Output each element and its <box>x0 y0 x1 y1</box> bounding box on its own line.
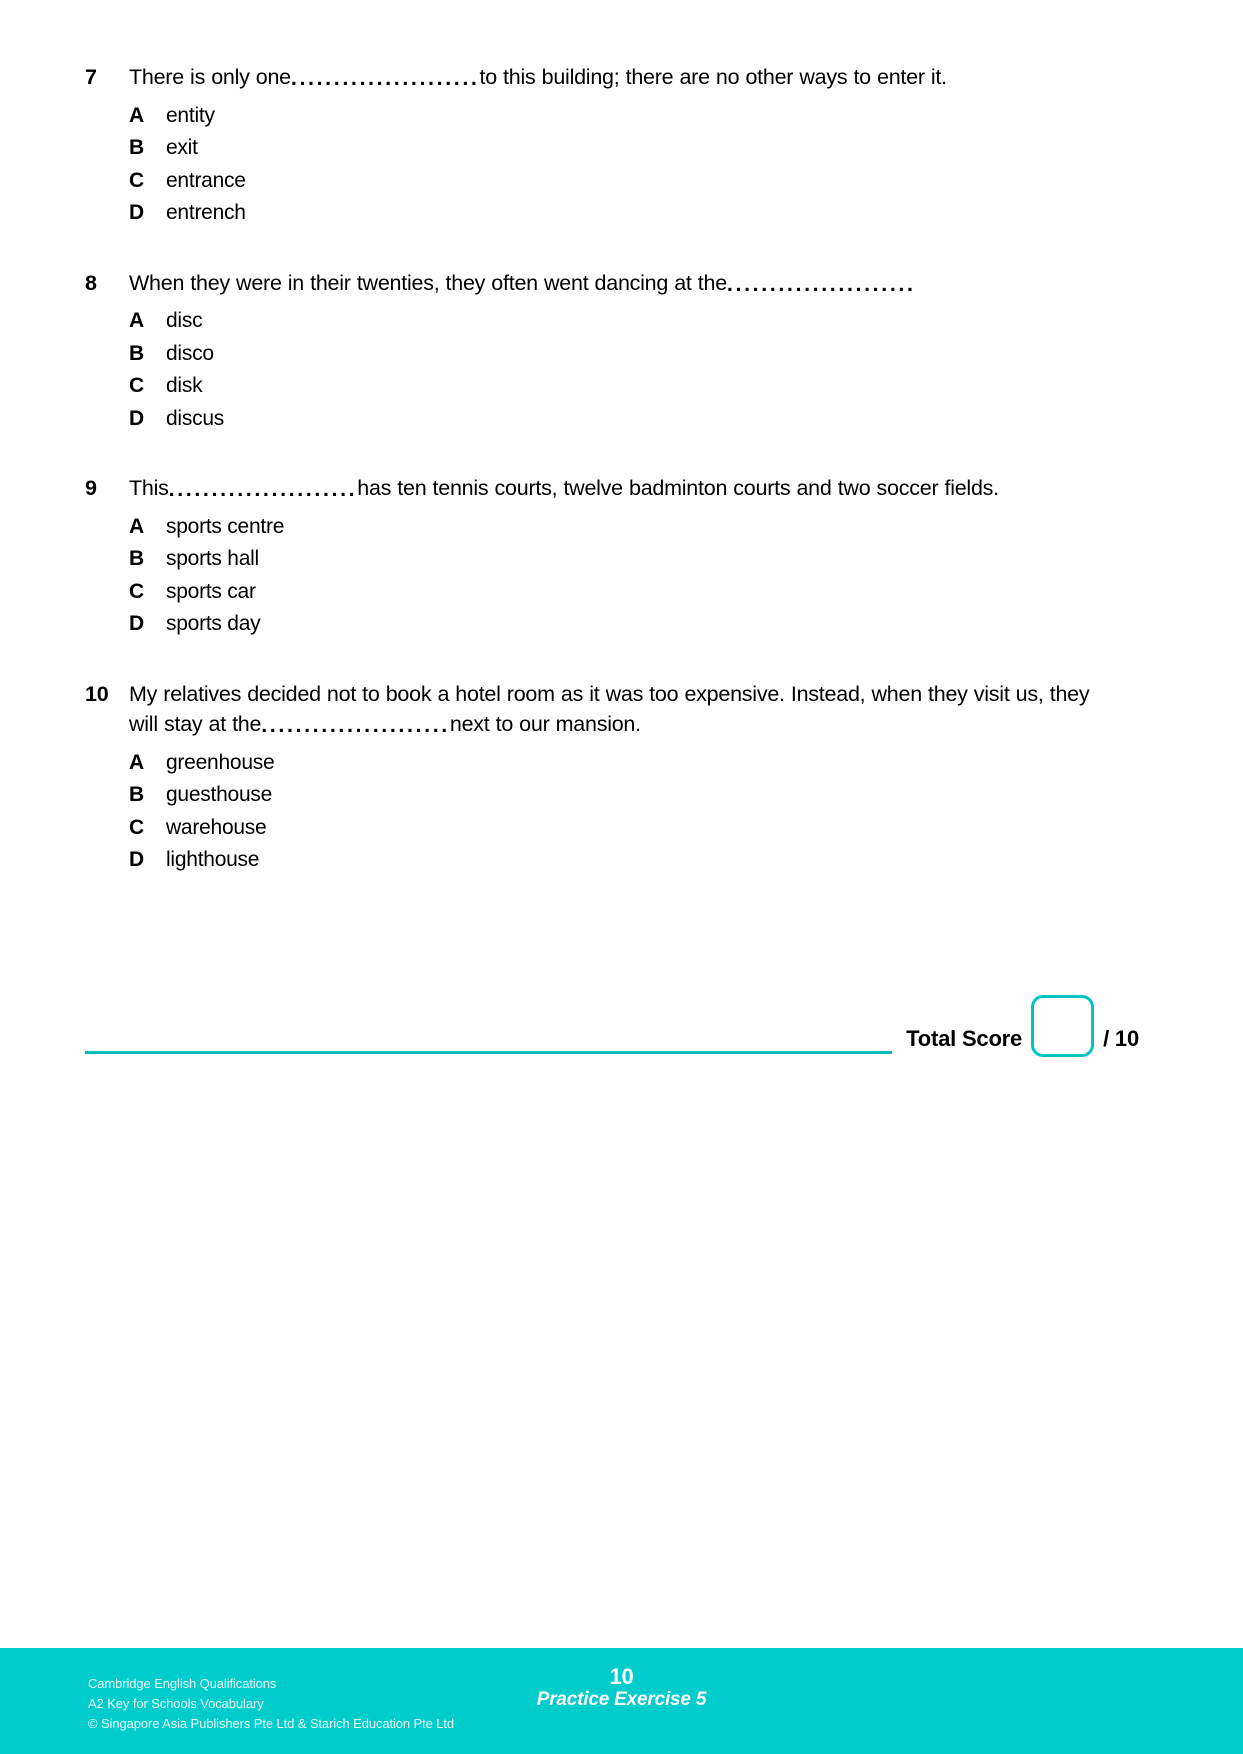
total-score-row <box>85 995 1139 1057</box>
option-letter: C <box>129 168 144 192</box>
footer-credit-line-2: A2 Key for Schools Vocabulary <box>88 1695 264 1711</box>
question-number: 10 <box>85 681 109 706</box>
option-item[interactable] <box>129 201 1095 234</box>
option-letter: A <box>129 309 144 333</box>
option-item[interactable] <box>129 783 1095 816</box>
options-list <box>85 751 1095 881</box>
total-score-input[interactable] <box>1031 995 1094 1057</box>
option-item[interactable] <box>129 751 1095 784</box>
answer-blank-dots[interactable]: ...................... <box>726 271 916 296</box>
option-label: sports car <box>166 579 256 603</box>
footer-credit-line-1: Cambridge English Qualifications <box>88 1676 277 1691</box>
question-text-before: There is only one <box>129 65 291 89</box>
option-label: disk <box>166 374 203 398</box>
question-heading <box>85 62 1095 93</box>
option-item[interactable] <box>129 342 1095 375</box>
option-label: lighthouse <box>166 848 260 872</box>
option-item[interactable] <box>129 169 1095 202</box>
option-label: disc <box>166 309 203 333</box>
question-heading <box>85 679 1095 740</box>
question-text-after: has ten tennis courts, twelve badminton courts and two soccer fields. <box>357 476 999 501</box>
question-block <box>85 62 1095 234</box>
question-text-before: This <box>129 476 169 501</box>
option-item[interactable] <box>129 515 1095 548</box>
question-block <box>85 268 1095 440</box>
question-number: 9 <box>85 476 97 501</box>
option-letter: C <box>129 374 144 398</box>
page-footer <box>0 1648 1243 1754</box>
question-block <box>85 679 1095 881</box>
option-label: sports day <box>166 612 261 636</box>
option-letter: B <box>129 136 144 160</box>
question-text-before: When they were in their twenties, they often went dancing at the <box>129 270 727 295</box>
question-text <box>129 473 1095 504</box>
question-text <box>129 679 1095 740</box>
option-item[interactable] <box>129 848 1095 881</box>
option-label: entity <box>166 103 215 127</box>
option-item[interactable] <box>129 816 1095 849</box>
option-letter: A <box>129 750 144 774</box>
option-label: entrance <box>166 168 246 192</box>
option-item[interactable] <box>129 547 1095 580</box>
questions-container <box>85 62 1095 915</box>
question-heading <box>85 473 1095 504</box>
question-number: 8 <box>85 270 97 295</box>
option-label: sports hall <box>166 547 259 571</box>
options-list <box>85 515 1095 645</box>
options-list <box>85 309 1095 439</box>
option-letter: D <box>129 848 144 872</box>
question-block <box>85 473 1095 645</box>
question-heading <box>85 268 1095 299</box>
option-label: guesthouse <box>166 783 273 807</box>
question-text <box>129 268 1095 299</box>
question-text-before: My relatives decided not to book a hotel room as it was too expensive. Instead, when they visit us, they will stay at the <box>129 681 1090 737</box>
exercise-title: Practice Exercise 5 <box>536 1689 707 1711</box>
option-letter: C <box>129 579 144 603</box>
answer-blank-dots[interactable]: ...................... <box>261 713 450 738</box>
option-letter: B <box>129 783 144 807</box>
option-letter: D <box>129 201 144 225</box>
answer-blank-dots[interactable]: ...................... <box>168 477 358 502</box>
footer-copyright: © Singapore Asia Publishers Pte Ltd & Starich Education Pte Ltd <box>88 1715 455 1731</box>
option-item[interactable] <box>129 104 1095 137</box>
option-label: disco <box>166 341 214 365</box>
option-item[interactable] <box>129 612 1095 645</box>
option-label: exit <box>166 136 198 160</box>
question-text-after: next to our mansion. <box>449 712 641 737</box>
total-score-max: / 10 <box>1103 1026 1139 1051</box>
option-item[interactable] <box>129 407 1095 440</box>
option-item[interactable] <box>129 309 1095 342</box>
score-divider-rule <box>85 1051 892 1054</box>
footer-page-info <box>0 1664 1243 1711</box>
option-label: sports centre <box>166 514 285 538</box>
option-item[interactable] <box>129 374 1095 407</box>
option-letter: D <box>129 612 144 636</box>
options-list <box>85 104 1095 234</box>
option-label: discus <box>166 406 225 430</box>
option-letter: D <box>129 406 144 430</box>
option-label: greenhouse <box>166 750 275 774</box>
option-label: entrench <box>166 201 246 225</box>
option-letter: B <box>129 341 144 365</box>
question-number: 7 <box>85 65 97 89</box>
option-letter: A <box>129 514 144 538</box>
page-number: 10 <box>609 1664 634 1689</box>
option-label: warehouse <box>166 815 267 839</box>
option-letter: B <box>129 547 144 571</box>
total-score-label: Total Score <box>906 1026 1023 1051</box>
option-letter: C <box>129 815 144 839</box>
option-item[interactable] <box>129 580 1095 613</box>
option-letter: A <box>129 103 144 127</box>
question-text <box>129 62 1095 93</box>
question-text-after: to this building; there are no other ways to enter it. <box>479 65 947 89</box>
option-item[interactable] <box>129 136 1095 169</box>
answer-blank-dots[interactable]: ...................... <box>290 66 480 90</box>
